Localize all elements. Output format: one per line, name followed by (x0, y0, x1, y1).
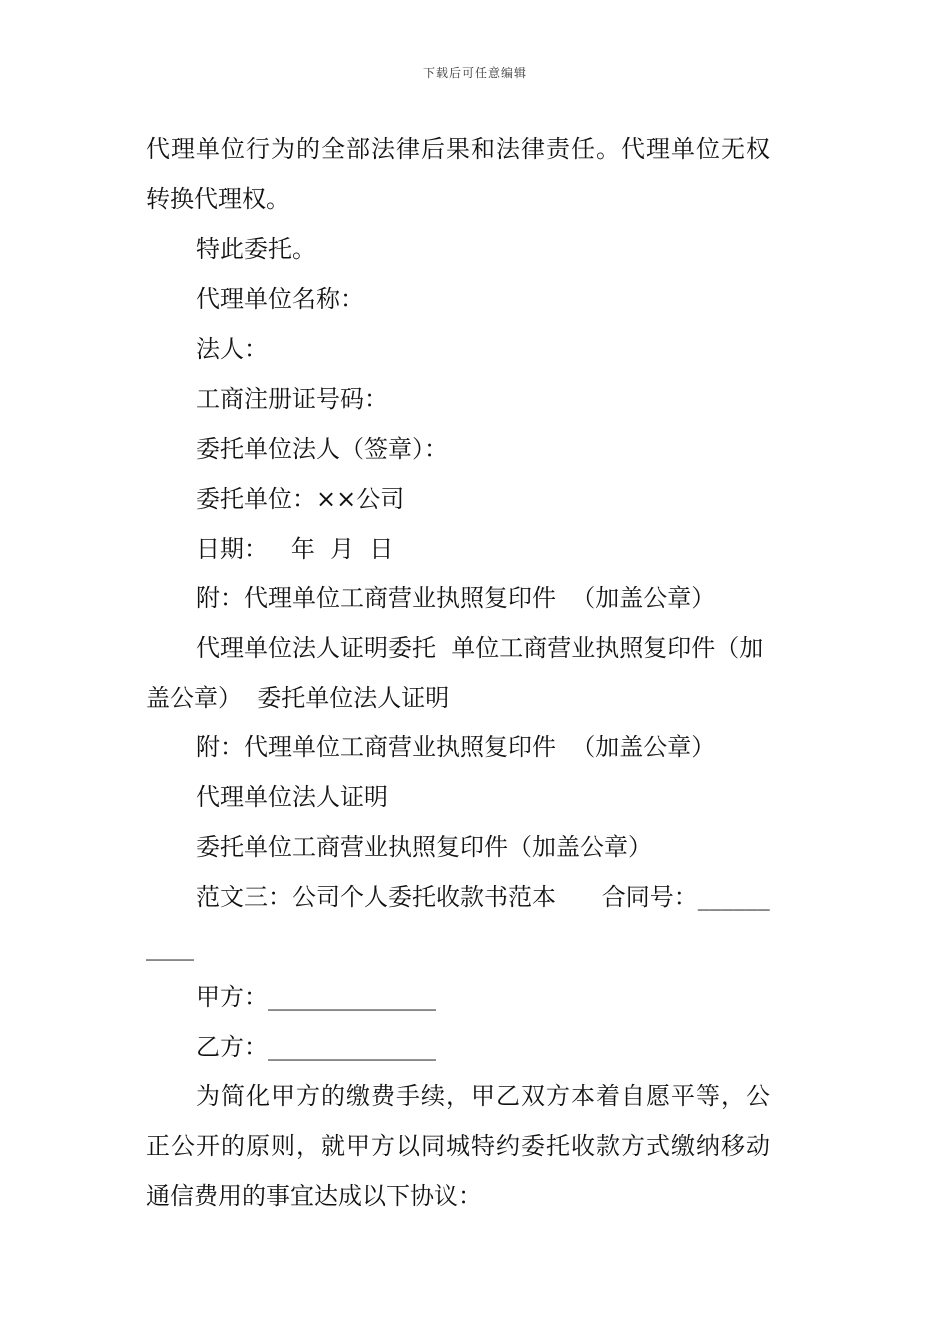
text-line: 日期： 年 月 日 (196, 535, 394, 563)
text-line: 甲方：______________ (196, 983, 436, 1011)
text-line: 范文三：公司个人委托收款书范本 合同号：______ (196, 883, 770, 911)
text-line: 委托单位法人（签章）： (196, 435, 448, 463)
text-line: 转换代理权。 (146, 185, 290, 213)
text-line: 代理单位名称： (196, 285, 364, 313)
text-line: 法人： (196, 335, 268, 363)
text-line: 委托单位工商营业执照复印件（加盖公章） (196, 833, 652, 861)
text-line: 附：代理单位工商营业执照复印件 （加盖公章） (196, 733, 716, 761)
text-line: ____ (146, 933, 194, 961)
text-line: 工商注册证号码： (196, 385, 388, 413)
text-line: 代理单位行为的全部法律后果和法律责任。代理单位无权 (146, 135, 771, 163)
text-line: 附：代理单位工商营业执照复印件 （加盖公章） (196, 584, 716, 612)
text-line: 为简化甲方的缴费手续，甲乙双方本着自愿平等，公 (196, 1082, 771, 1110)
text-line: 特此委托。 (196, 235, 316, 263)
text-line: 通信费用的事宜达成以下协议： (146, 1182, 482, 1210)
text-line: 代理单位法人证明 (196, 783, 388, 811)
text-line: 正公开的原则，就甲方以同城特约委托收款方式缴纳移动 (146, 1132, 771, 1160)
text-line: 盖公章） 委托单位法人证明 (146, 684, 450, 712)
text-line: 委托单位：××公司 (196, 485, 405, 513)
text-line: 代理单位法人证明委托 单位工商营业执照复印件（加 (196, 634, 764, 662)
text-line: 乙方：______________ (196, 1033, 436, 1061)
page-header-note: 下载后可任意编辑 (422, 66, 527, 80)
